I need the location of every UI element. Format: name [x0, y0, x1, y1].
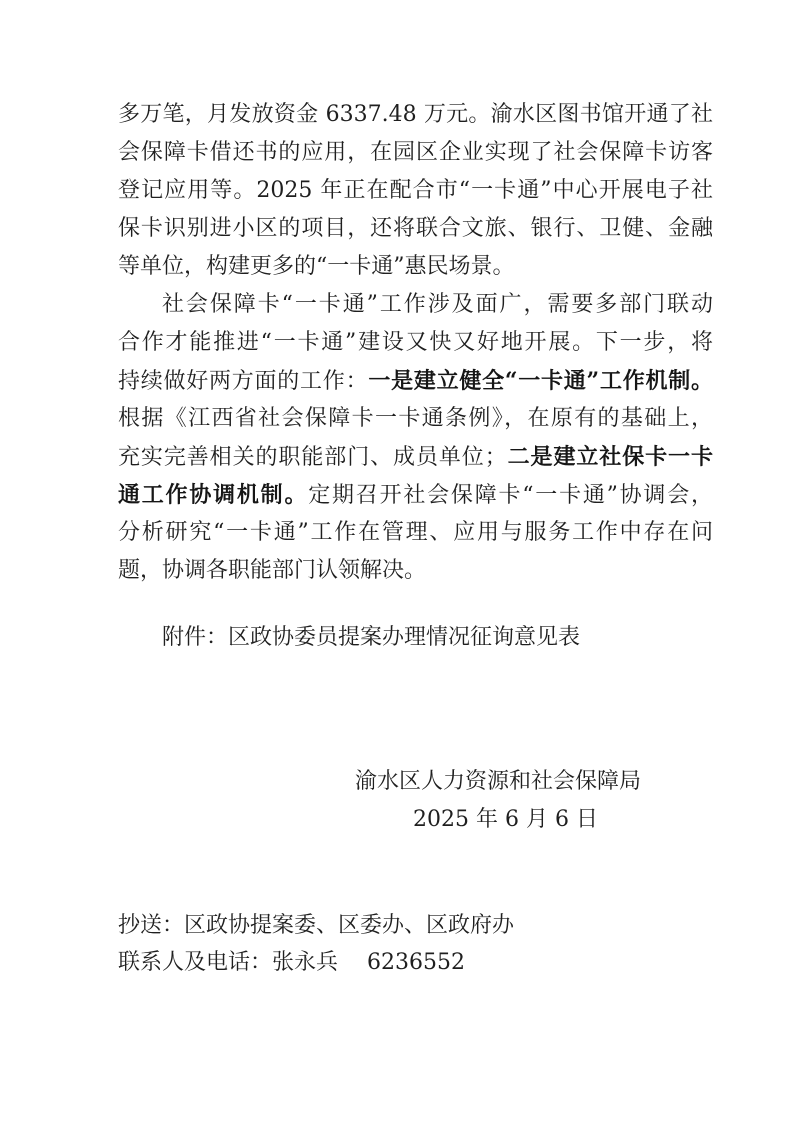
body-bold-text: 二是建立社保卡一卡 — [506, 444, 713, 470]
body-line — [118, 476, 713, 514]
body-line — [118, 134, 713, 172]
body-line — [118, 324, 713, 362]
contact-line: 联系人及电话：张永兵 6236552 — [118, 950, 465, 975]
signature-issuer: 渝水区人力资源和社会保障局 — [355, 769, 642, 794]
body-text-segment: 持续做好两方面的工作： — [118, 369, 369, 394]
body-line — [118, 172, 713, 210]
body-text-segment: 登记应用等。2025 年正在配合市“一卡通”中心开展电子社 — [118, 178, 713, 203]
body-text-segment: 题，协调各职能部门认领解决。 — [118, 558, 427, 583]
body-text-segment: 多万笔，月发放资金 6337.48 万元。渝水区图书馆开通了社 — [118, 102, 713, 127]
body-text-segment: 社会保障卡“一卡通”工作涉及面广，需要多部门联动 — [162, 292, 713, 317]
body-text-segment: 分析研究“一卡通”工作在管理、应用与服务工作中存在问 — [118, 520, 713, 545]
body-text-segment: 等单位，构建更多的“一卡通”惠民场景。 — [118, 254, 515, 279]
body-line — [118, 210, 713, 248]
body-text-segment: 合作才能推进“一卡通”建设又快又好地开展。下一步，将 — [118, 330, 713, 355]
body-line — [118, 438, 713, 476]
body-text-segment: 会保障卡借还书的应用，在园区企业实现了社会保障卡访客 — [118, 140, 713, 165]
signature-date: 2025 年 6 月 6 日 — [413, 807, 598, 832]
body-text-segment: 保卡识别进小区的项目，还将联合文旅、银行、卫健、金融 — [118, 216, 713, 241]
attachment-line: 附件：区政协委员提案办理情况征询意见表 — [162, 625, 581, 650]
body-bold-text: 通工作协调机制。 — [118, 482, 309, 508]
body-line — [118, 96, 713, 134]
body-line — [118, 286, 713, 324]
body-text-segment: 充实完善相关的职能部门、成员单位； — [118, 445, 507, 470]
footer-block — [118, 907, 514, 981]
body-text-segment: 定期召开社会保障卡“一卡通”协调会， — [308, 483, 713, 508]
body-text — [118, 96, 713, 590]
body-line — [118, 362, 713, 400]
body-line — [118, 552, 713, 590]
body-text-segment: 根据《江西省社会保障卡一卡通条例》，在原有的基础上， — [118, 406, 713, 431]
body-bold-text: 一是建立健全“一卡通”工作机制。 — [368, 368, 713, 394]
body-line — [118, 400, 713, 438]
body-line — [118, 514, 713, 552]
cc-line: 抄送：区政协提案委、区委办、区政府办 — [118, 913, 515, 938]
body-line — [118, 248, 713, 286]
